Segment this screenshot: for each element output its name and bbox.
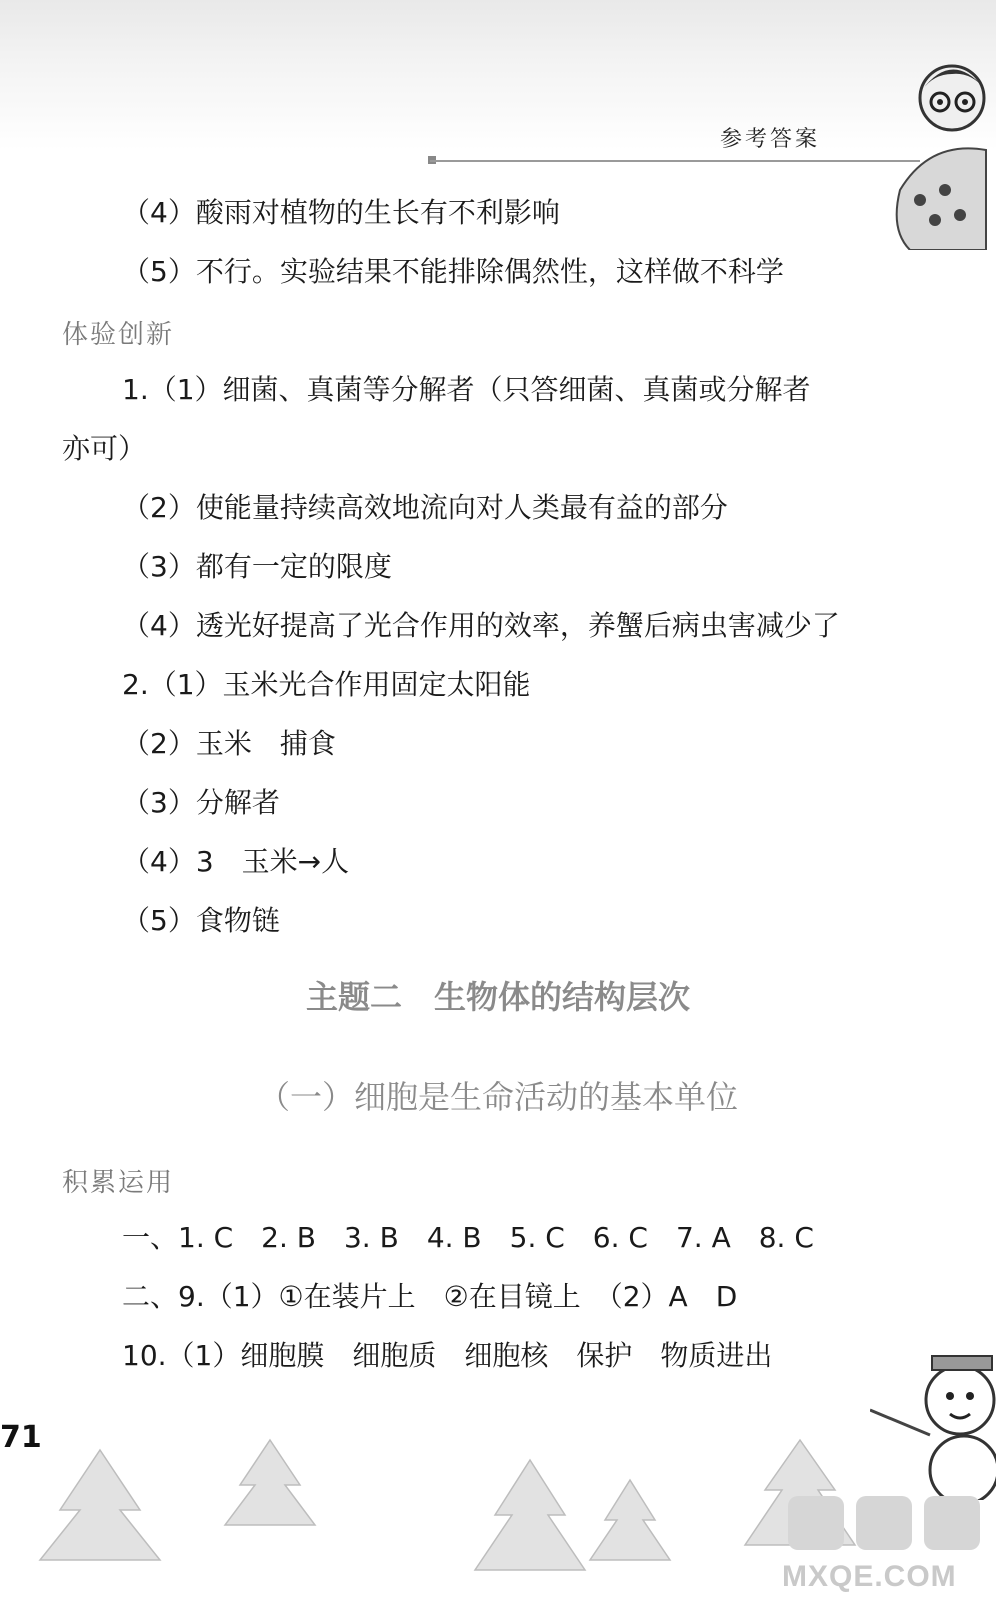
answer-line: （4）酸雨对植物的生长有不利影响 xyxy=(122,196,560,229)
answer-line: 2.（1）玉米光合作用固定太阳能 xyxy=(122,668,531,701)
answer-line: 二、9.（1）①在装片上 ②在目镜上 （2）A D xyxy=(122,1280,738,1313)
answer-line: （2）使能量持续高效地流向对人类最有益的部分 xyxy=(122,491,728,524)
answer-line: （5）不行。实验结果不能排除偶然性，这样做不科学 xyxy=(122,255,784,288)
answer-line: 一、1. C 2. B 3. B 4. B 5. C 6. C 7. A 8. C xyxy=(122,1221,814,1254)
answer-line: 亦可） xyxy=(62,432,147,465)
answer-line: （2）玉米 捕食 xyxy=(122,727,336,760)
header-label: 参考答案 xyxy=(720,127,821,152)
section-title-jilei: 积累运用 xyxy=(62,1168,175,1198)
top-texture-band xyxy=(0,0,996,150)
answer-line: （3）都有一定的限度 xyxy=(122,550,392,583)
answer-line: 10.（1）细胞膜 细胞质 细胞核 保护 物质进出 xyxy=(122,1339,773,1372)
answer-line: 1.（1）细菌、真菌等分解者（只答细菌、真菌或分解者 xyxy=(122,373,811,406)
page-number: 71 xyxy=(0,1420,42,1455)
answer-line: （4）透光好提高了光合作用的效率，养蟹后病虫害减少了 xyxy=(122,609,840,642)
answer-line: （5）食物链 xyxy=(122,904,280,937)
section-title-tiyan: 体验创新 xyxy=(62,320,175,350)
answer-line: （4）3 玉米→人 xyxy=(122,845,350,878)
answer-line: （3）分解者 xyxy=(122,786,280,819)
girl-cartoon-icon xyxy=(890,50,990,250)
watermark-text: MXQE.COM xyxy=(782,1560,957,1593)
header-rule xyxy=(430,160,920,162)
theme-heading: 主题二 生物体的结构层次 xyxy=(305,978,690,1016)
subtheme-heading: （一）细胞是生命活动的基本单位 xyxy=(257,1078,738,1116)
